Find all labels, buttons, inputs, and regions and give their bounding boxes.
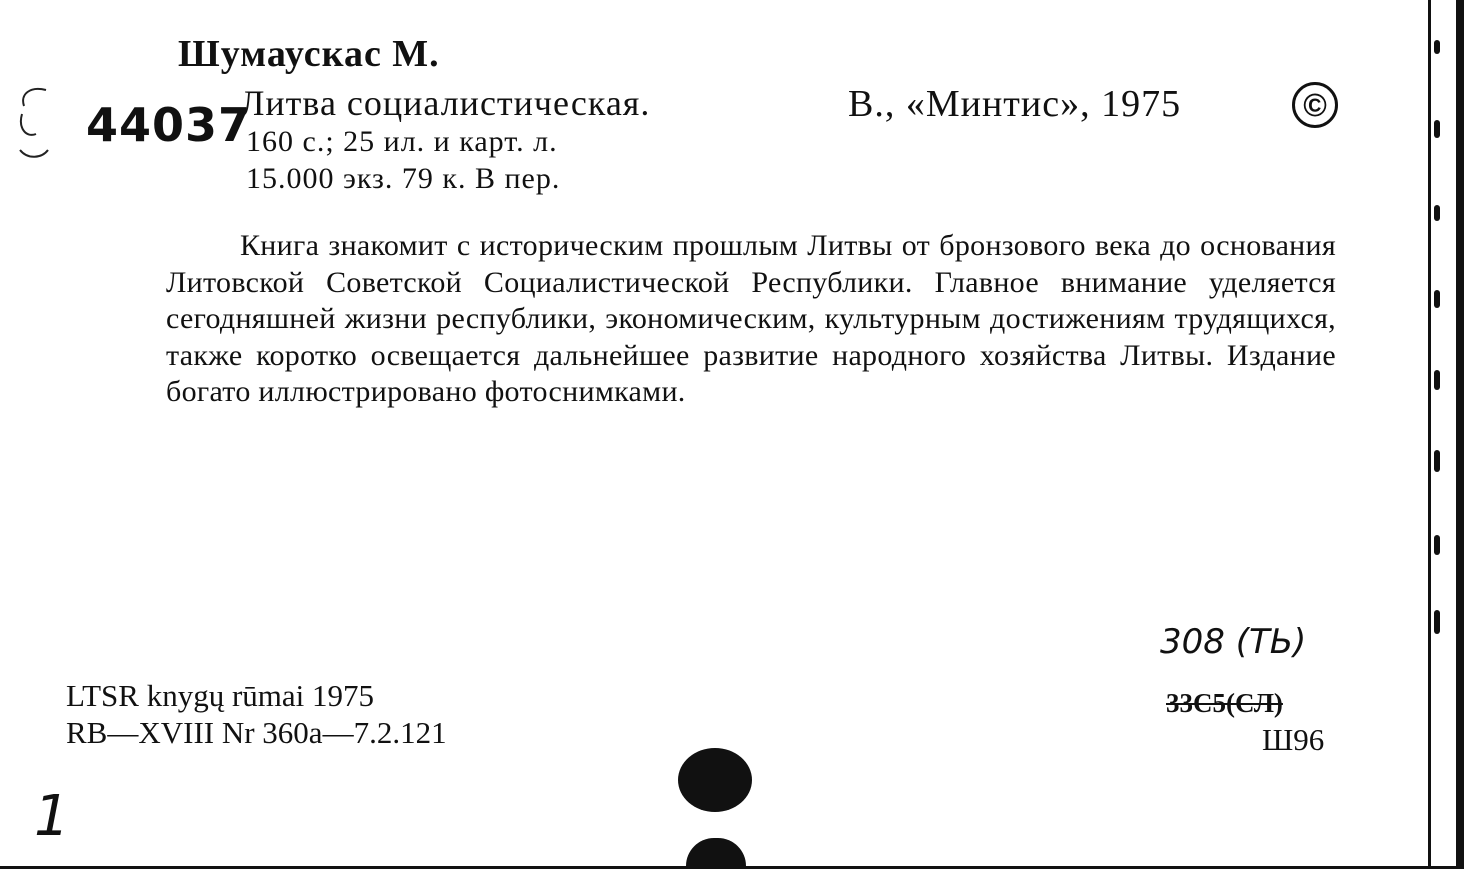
margin-mark xyxy=(1434,450,1440,472)
author-heading: Шумаускас М. xyxy=(178,33,440,75)
margin-mark xyxy=(1434,370,1440,390)
author-mark: Ш96 xyxy=(1262,722,1325,757)
margin-mark xyxy=(1434,535,1440,555)
right-border-line xyxy=(1428,0,1431,869)
classification-crossed-out: 33С5(СЛ) xyxy=(1166,688,1283,718)
pages-description: 160 с.; 25 ил. и карт. л. xyxy=(246,125,558,158)
ink-blot xyxy=(686,838,746,866)
ink-blot xyxy=(678,748,752,812)
annotation-text: Книга знакомит с историческим прошлым Литвы от бронзового века до основания Литовской Советской Социалистической Республики. Главное внимание уделяется сегодняшней жизни республики, экономическим, культурным достижениям трудящихся, также коротко освещается дальнейшее развитие народного хозяйства Литвы. Издание богато иллюстрировано фотоснимками. xyxy=(166,229,1336,408)
imprint-line-2: RB—XVIII Nr 360a—7.2.121 xyxy=(66,715,447,750)
margin-mark xyxy=(1434,290,1440,308)
classification-handwritten: 308 (ТЬ) xyxy=(1160,622,1307,662)
imprint-line-1: LTSR knygų rūmai 1975 xyxy=(66,678,375,713)
margin-mark xyxy=(1434,205,1440,221)
print-run-price: 15.000 экз. 79 к. В пер. xyxy=(246,162,561,195)
margin-mark xyxy=(1434,610,1440,634)
card-number: 1 xyxy=(34,784,70,849)
copyright-symbol: © xyxy=(1292,82,1338,128)
stamp-mark-icon xyxy=(16,84,68,164)
right-edge-bar xyxy=(1456,0,1464,869)
book-title: Литва социалистическая. xyxy=(240,83,651,123)
publisher-info: В., «Минтис», 1975 xyxy=(848,83,1182,125)
margin-mark xyxy=(1434,40,1440,54)
inventory-number: 44037 xyxy=(86,98,252,152)
margin-mark xyxy=(1434,120,1440,138)
